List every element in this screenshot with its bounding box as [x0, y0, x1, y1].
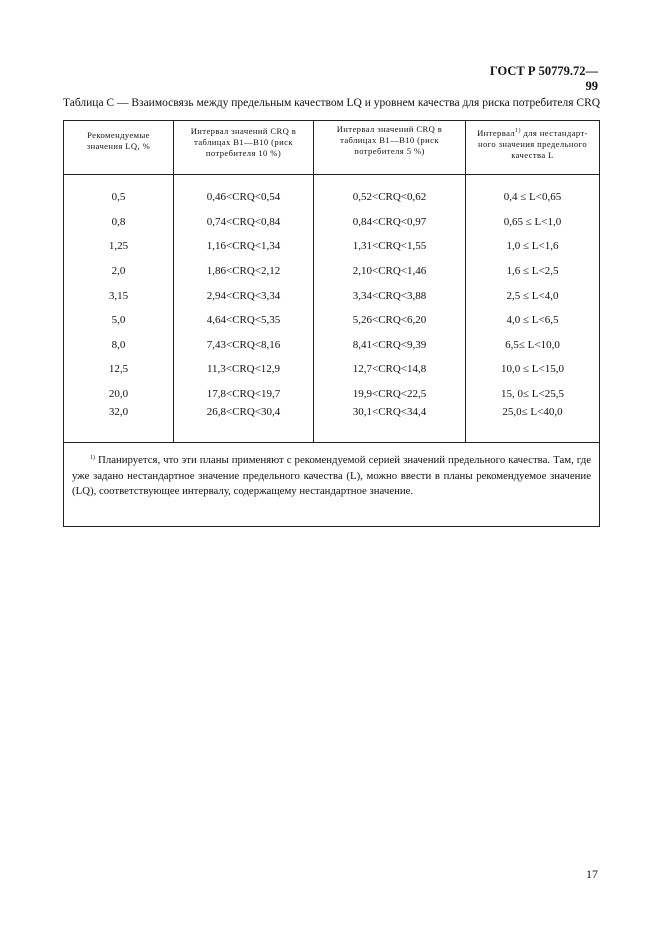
header-crq-risk-10: Интервал значений CRQ в таблицах В1—В10 (риск потребителя 10 %): [174, 121, 314, 175]
footnote-text: Планируется, что эти планы применяют с рекомендуемой серией значений предельного качества. Там, где уже задано нестандартное значение предельного качества (L), можно ввести в планы рекомендуемое значение (LQ), соответствующее интервалу, содержащему нестандартное значение.: [72, 454, 591, 498]
cell-interval-l: 0,65 ≤ L<1,0: [466, 210, 600, 235]
cell-interval-l: 4,0 ≤ L<6,5: [466, 308, 600, 333]
cell-crq-10: 1,86<CRQ<2,12: [174, 259, 314, 284]
cell-crq-10: 26,8<CRQ<30,4: [174, 406, 314, 443]
cell-lq: 2,0: [64, 259, 174, 284]
cell-lq: 8,0: [64, 333, 174, 358]
cell-crq-5: 0,52<CRQ<0,62: [314, 185, 466, 210]
cell-crq-5: 1,31<CRQ<1,55: [314, 234, 466, 259]
cell-interval-l: 1,6 ≤ L<2,5: [466, 259, 600, 284]
cell-crq-10: 2,94<CRQ<3,34: [174, 283, 314, 308]
cell-lq: 12,5: [64, 357, 174, 382]
cell-crq-10: 0,74<CRQ<0,84: [174, 210, 314, 235]
cell-lq: 20,0: [64, 382, 174, 407]
table-row: [64, 357, 600, 382]
cell-interval-l: 0,4 ≤ L<0,65: [466, 185, 600, 210]
cell-crq-5: 0,84<CRQ<0,97: [314, 210, 466, 235]
table-row: [64, 283, 600, 308]
cell-crq-10: 7,43<CRQ<8,16: [174, 333, 314, 358]
cell-crq-5: 2,10<CRQ<1,46: [314, 259, 466, 284]
table-caption: Таблица С — Взаимосвязь между предельным качеством LQ и уровнем качества для риска потребителя CRQ: [63, 97, 601, 109]
cell-lq: 0,5: [64, 185, 174, 210]
cell-crq-5: 5,26<CRQ<6,20: [314, 308, 466, 333]
table-spacer-row: [64, 175, 600, 186]
cell-lq: 1,25: [64, 234, 174, 259]
lq-crq-table: [63, 120, 600, 527]
cell-interval-l: 10,0 ≤ L<15,0: [466, 357, 600, 382]
page-number: 17: [586, 867, 598, 881]
table-row: [64, 333, 600, 358]
table-row: [64, 382, 600, 407]
cell-lq: 32,0: [64, 406, 174, 443]
table-row: [64, 406, 600, 443]
header-interval-tail: для нестандарт-: [520, 128, 588, 138]
table-row: [64, 234, 600, 259]
header-recommended-lq: Рекомендуемые значения LQ, %: [64, 121, 174, 175]
header-crq-risk-5: Интервал значений CRQ в таблицах В1—В10 (риск потребителя 5 %): [314, 121, 466, 175]
cell-crq-5: 12,7<CRQ<14,8: [314, 357, 466, 382]
header-interval-word: Интервал: [477, 128, 516, 138]
table-row: [64, 259, 600, 284]
cell-interval-l: 6,5≤ L<10,0: [466, 333, 600, 358]
cell-crq-5: 30,1<CRQ<34,4: [314, 406, 466, 443]
cell-crq-10: 17,8<CRQ<19,7: [174, 382, 314, 407]
table-row: [64, 210, 600, 235]
table-row: [64, 185, 600, 210]
cell-crq-5: 8,41<CRQ<9,39: [314, 333, 466, 358]
cell-lq: 0,8: [64, 210, 174, 235]
cell-crq-10: 4,64<CRQ<5,35: [174, 308, 314, 333]
cell-crq-10: 1,16<CRQ<1,34: [174, 234, 314, 259]
cell-interval-l: 2,5 ≤ L<4,0: [466, 283, 600, 308]
header-interval-rest: ного значения предельного качества L: [477, 139, 588, 160]
cell-crq-5: 3,34<CRQ<3,88: [314, 283, 466, 308]
cell-interval-l: 15, 0≤ L<25,5: [466, 382, 600, 407]
cell-lq: 5,0: [64, 308, 174, 333]
cell-lq: 3,15: [64, 283, 174, 308]
table-footnote: [64, 443, 600, 527]
table-footnote-row: [64, 443, 600, 527]
header-nonstandard-interval: [466, 121, 600, 175]
footnote-ref-mark: 1): [515, 128, 521, 134]
cell-interval-l: 1,0 ≤ L<1,6: [466, 234, 600, 259]
cell-interval-l: 25,0≤ L<40,0: [466, 406, 600, 443]
cell-crq-10: 0,46<CRQ<0,54: [174, 185, 314, 210]
document-id: ГОСТ Р 50779.72—99: [489, 64, 598, 93]
cell-crq-5: 19,9<CRQ<22,5: [314, 382, 466, 407]
cell-crq-10: 11,3<CRQ<12,9: [174, 357, 314, 382]
table-row: [64, 308, 600, 333]
table-header-row: [64, 121, 600, 175]
footnote-mark: 1): [90, 455, 95, 462]
